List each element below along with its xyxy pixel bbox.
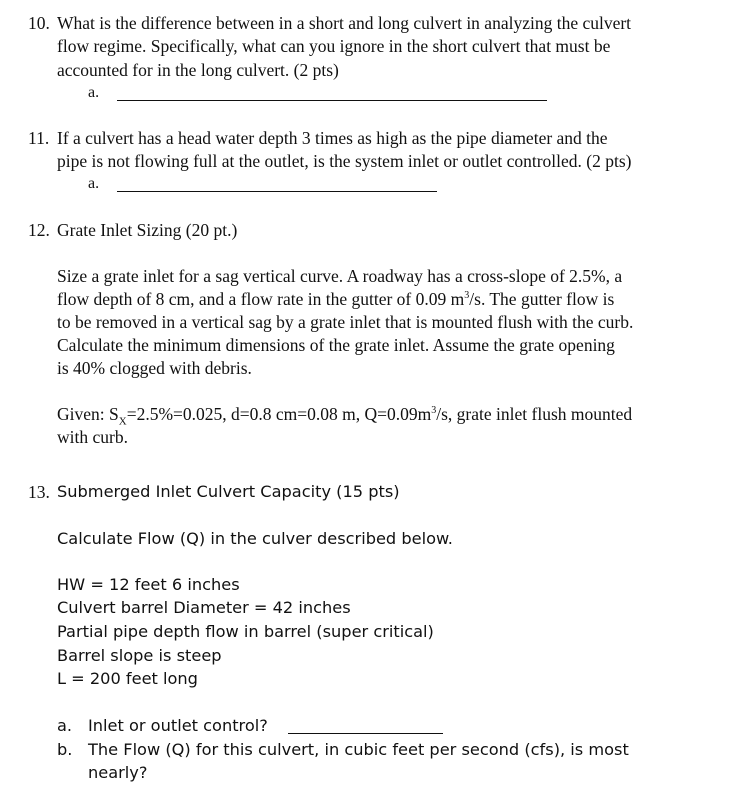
q10-line-1: What is the difference between in a short and long culvert in analyzing the culvert xyxy=(57,13,632,33)
q12-paragraph-line-3: to be removed in a vertical sag by a grate inlet that is mounted flush with the curb. xyxy=(57,312,634,332)
q13-part-b-label: b. xyxy=(57,740,73,759)
q13-part-b-line-1: The Flow (Q) for this culvert, in cubic feet per second (cfs), is most xyxy=(88,740,629,759)
q10-number: 10. xyxy=(28,13,50,33)
q13-instruction: Calculate Flow (Q) in the culver described below. xyxy=(57,529,453,548)
q12-paragraph-line-5: is 40% clogged with debris. xyxy=(57,358,252,378)
q13-spec-diameter: Culvert barrel Diameter = 42 inches xyxy=(57,598,351,617)
q13-part-a-label: a. xyxy=(57,716,73,735)
q10-answer-blank[interactable] xyxy=(117,99,547,101)
q12-paragraph-line-1: Size a grate inlet for a sag vertical curve. A roadway has a cross-slope of 2.5%, a xyxy=(57,266,623,286)
q12-title: Grate Inlet Sizing (20 pt.) xyxy=(57,220,238,240)
q13-spec-length: L = 200 feet long xyxy=(57,669,198,688)
q12-paragraph-line-2: flow depth of 8 cm, and a flow rate in the gutter of 0.09 $m^3/s$. The gutter flow is xyxy=(57,289,615,309)
q11-answer-label: a. xyxy=(88,175,100,192)
q11-answer-blank[interactable] xyxy=(117,190,437,192)
q12-given-line-2: with curb. xyxy=(57,427,128,447)
q13-part-a-text: Inlet or outlet control? xyxy=(88,716,268,735)
q12-number: 12. xyxy=(28,220,50,240)
q10-line-3: accounted for in the long culvert. (2 pts) xyxy=(57,60,339,80)
subscript: X xyxy=(118,415,127,428)
q13-spec-headwater: HW = 12 feet 6 inches xyxy=(57,575,240,594)
q13-spec-slope: Barrel slope is steep xyxy=(57,646,222,665)
q12-paragraph-line-4: Calculate the minimum dimensions of the grate inlet. Assume the grate opening xyxy=(57,335,615,355)
q12-given-line-1: Given: $S_X=2.5\%=0.025$, d=0.8 cm=0.08 m, $Q=0.09m^3/s$, grate inlet flush mounted xyxy=(57,404,633,428)
q11-number: 11. xyxy=(28,128,50,148)
q13-part-b-line-2: nearly? xyxy=(88,763,148,782)
superscript: 3 xyxy=(464,290,470,302)
q13-number: 13. xyxy=(28,482,50,502)
q11-line-1: If a culvert has a head water depth 3 times as high as the pipe diameter and the xyxy=(57,128,608,148)
q10-answer-label: a. xyxy=(88,84,100,101)
q13-part-a-answer-blank[interactable] xyxy=(288,732,443,734)
q13-spec-flow: Partial pipe depth flow in barrel (super critical) xyxy=(57,622,434,641)
q10-line-2: flow regime. Specifically, what can you ignore in the short culvert that must be xyxy=(57,36,611,56)
q11-line-2: pipe is not flowing full at the outlet, is the system inlet or outlet controlled. (2 pts) xyxy=(57,151,632,171)
superscript: 3 xyxy=(431,405,437,417)
q13-title: Submerged Inlet Culvert Capacity (15 pts) xyxy=(57,482,400,501)
